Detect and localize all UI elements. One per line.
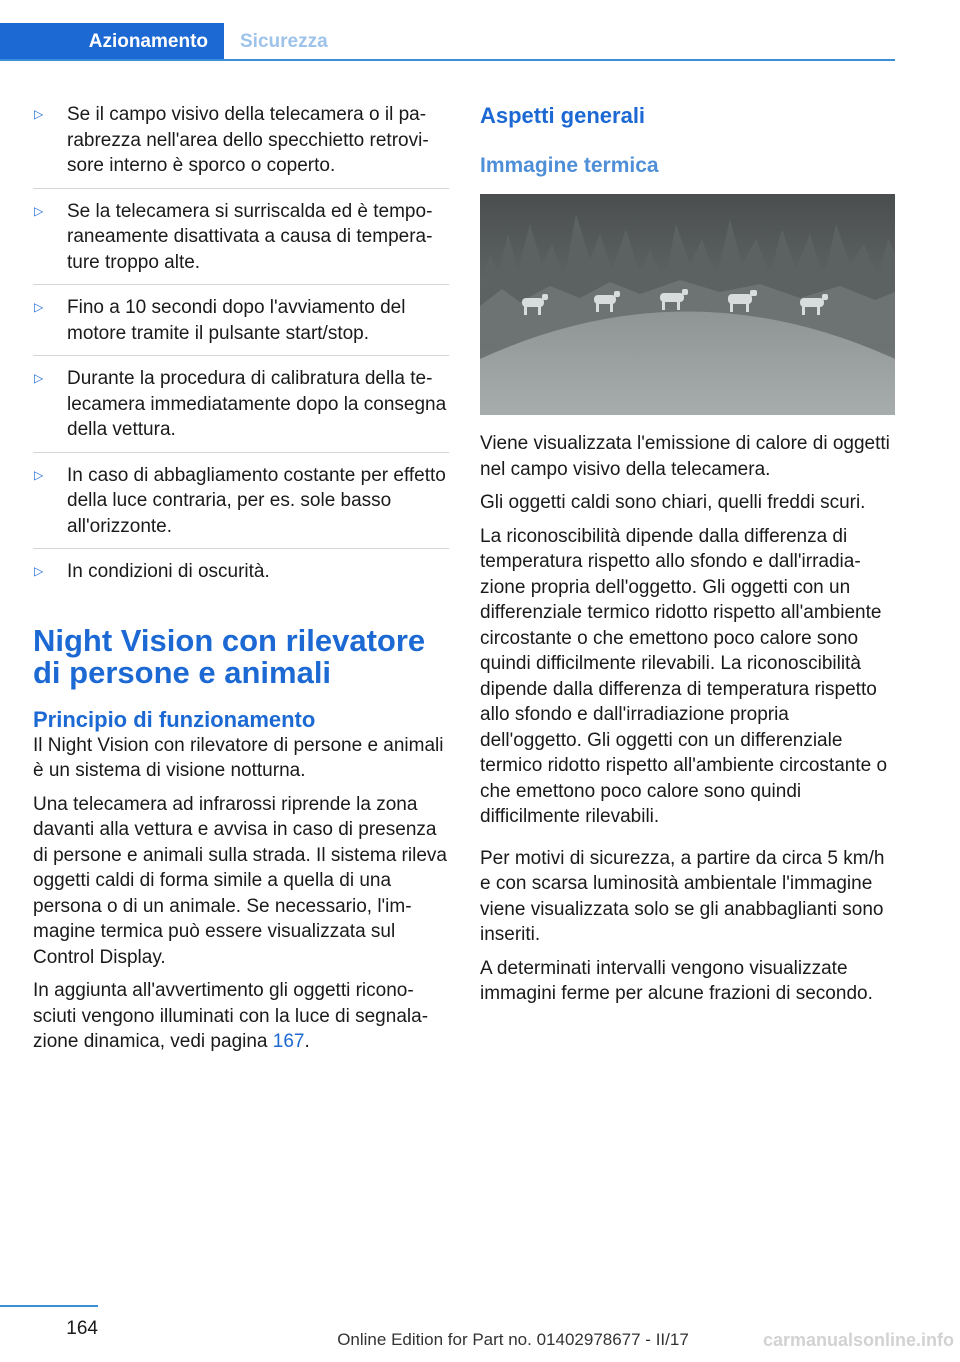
divider [33,452,449,453]
chapter-tab-bar [0,23,895,61]
edition-text: Online Edition for Part no. 01402978677 - II/17 [337,1330,689,1349]
footer-rule [0,1305,98,1307]
subheading: Immagine termica [480,154,659,177]
page-number: 164 [66,1318,98,1339]
paragraph: Per motivi di sicurezza, a partire da circa 5 km/h e con scarsa luminosità ambientale l'immagine viene visualizzata solo se gli anabbaglianti sono inseriti. [480,847,885,945]
triangle-bullet-icon: ▷ [34,107,44,121]
divider [33,548,449,549]
triangle-bullet-icon: ▷ [34,371,44,385]
paragraph: In aggiunta all'avvertimento gli oggetti riconosciuti vengono illuminati con la luce di segnalazione dinamica, vedi pagina 167. [33,980,429,1052]
paragraph: Il Night Vision con rilevatore di persone e animali è un sistema di visione notturna. [33,734,444,781]
paragraph: Una telecamera ad infrarossi riprende la zona davanti alla vettura e avvisa in caso di presenza di persone e animali sulla strada. Il sistema rileva oggetti caldi di forma simile a quella di una persona o di un animale. Se necessario, l'immagine termica può essere visualizzata sul Control Display. [33,793,447,968]
triangle-bullet-icon: ▷ [34,467,44,482]
left-column [33,102,449,1063]
tab-sicurezza[interactable]: Sicurezza [240,31,328,52]
paragraph: A determinati intervalli vengono visualizzate immagini ferme per alcune frazioni di secondo. [480,957,873,1004]
watermark: carmanualsonline.info [762,1330,954,1350]
list-item: ▷ Fino a 10 secondi dopo l'avviamento del motore tramite il pulsante start/stop. [34,297,406,344]
list-item: ▷ Se il campo visivo della telecamera o il parabrezza nell'area dello specchietto retrovisore interno è sporco o coperto. [34,104,429,176]
divider [33,355,449,356]
thermal-image-illustration [480,194,895,415]
triangle-bullet-icon: ▷ [34,203,44,218]
paragraph: Gli oggetti caldi sono chiari, quelli freddi scuri. [480,492,866,513]
page-link[interactable]: 167 [272,1031,305,1052]
tab-azionamento[interactable]: Azionamento [0,23,224,61]
list-item: ▷ Se la telecamera si surriscalda ed è temporaneamente disattivata a causa di temperature troppo alte. [34,200,433,273]
right-column [480,103,896,1015]
heading: Aspetti generali [480,103,646,128]
paragraph: Viene visualizzata l'emissione di calore di oggetti nel campo visivo della telecamera. [480,433,890,480]
list-item: ▷ In caso di abbagliamento costante per effetto della luce contraria, per es. sole basso all'orizzonte. [34,464,446,537]
divider [33,188,449,189]
section-title: Night Vision con rilevatore di persone e animali [33,622,426,690]
list-item: ▷ In condizioni di oscurità. [33,559,449,585]
triangle-bullet-icon: ▷ [34,564,44,578]
tab-underline [0,59,895,61]
divider [33,284,449,285]
subsection-title: Principio di funzionamento [33,706,316,732]
triangle-bullet-icon: ▷ [34,300,44,314]
paragraph: La riconoscibilità dipende dalla differenza di temperatura rispetto allo sfondo e dall'irradiazione propria dell'oggetto. Gli oggetti con un differenziale termico ridotto rispetto all'ambiente circostante o che emettono poco calore sono quindi difficilmente rilevabili. La riconoscibilità dipende dalla differenza di temperatura rispetto allo sfondo e dall'irradiazione propria dell'oggetto. Gli oggetti con un differenziale termico ridotto rispetto all'ambiente circostante o che emettono poco calore sono quindi difficilmente rilevabili. [480,525,888,827]
list-item: ▷ Durante la procedura di calibratura della telecamera immediatamente dopo la consegna della vettura. [34,368,447,440]
